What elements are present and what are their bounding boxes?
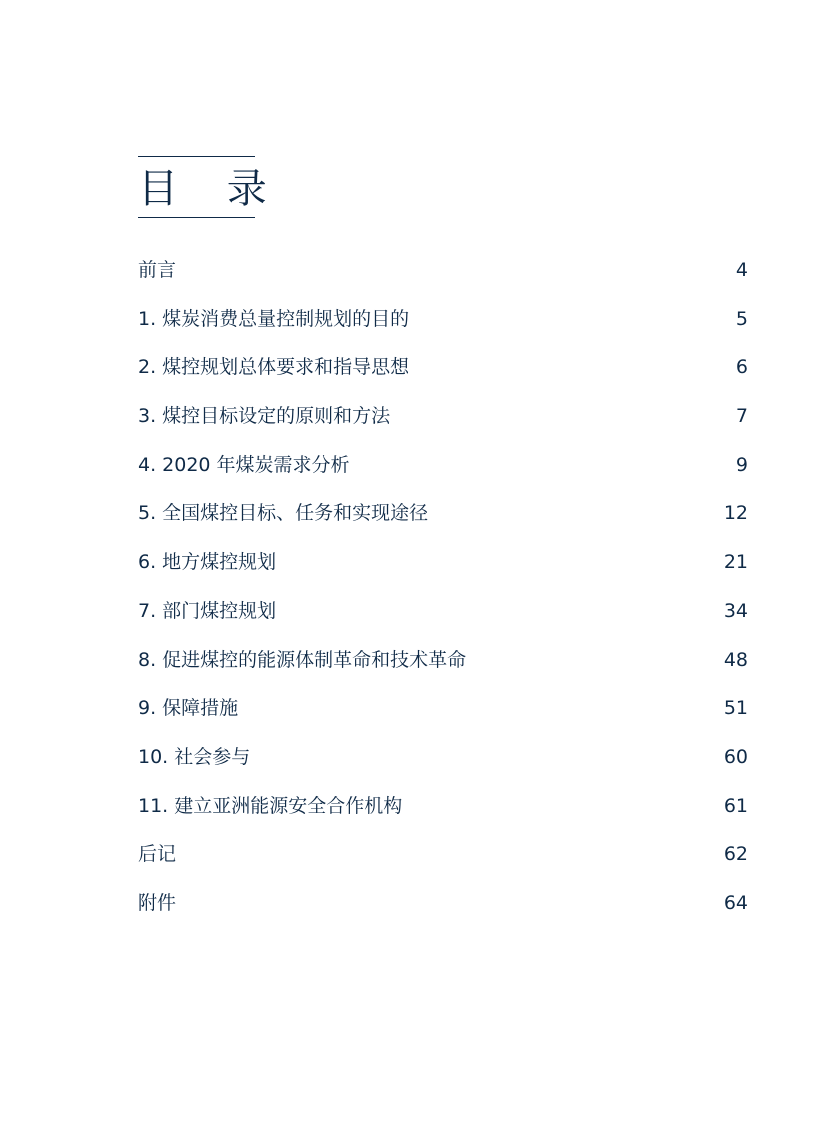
toc-entry-label: 3. 煤控目标设定的原则和方法: [138, 405, 391, 428]
toc-entry-label: 6. 地方煤控规划: [138, 551, 277, 574]
toc-entry-page: 64: [723, 891, 748, 914]
toc-entry-page: 61: [723, 794, 748, 817]
toc-entry-label: 7. 部门煤控规划: [138, 599, 277, 622]
toc-entry-7[interactable]: [138, 597, 748, 646]
toc-entry-6[interactable]: [138, 548, 748, 597]
toc-entry-label: 4. 2020 年煤炭需求分析: [138, 453, 350, 476]
toc-entry-3[interactable]: [138, 402, 748, 451]
toc-entry-page: 9: [735, 453, 748, 476]
toc-entry-10[interactable]: [138, 743, 748, 792]
toc-entry-page: 34: [723, 599, 748, 622]
toc-entry-page: 21: [723, 551, 748, 574]
toc-entry-appendix[interactable]: [138, 889, 748, 938]
toc-title-block: [138, 156, 285, 218]
toc-entry-label: 2. 煤控规划总体要求和指导思想: [138, 356, 410, 379]
toc-entry-label: 9. 保障措施: [138, 697, 239, 720]
toc-entry-label: 前言: [138, 259, 177, 281]
toc-entry-page: 4: [735, 259, 748, 281]
toc-entry-4[interactable]: [138, 451, 748, 500]
toc-entry-label: 5. 全国煤控目标、任务和实现途径: [138, 502, 429, 525]
toc-entry-label: 附件: [138, 891, 177, 914]
toc-entry-page: 60: [723, 745, 748, 768]
toc-entry-label: 11. 建立亚洲能源安全合作机构: [138, 794, 403, 817]
toc-entry-page: 5: [735, 307, 748, 330]
toc-entry-page: 12: [723, 502, 748, 525]
toc-entry-label: 8. 促进煤控的能源体制革命和技术革命: [138, 648, 467, 671]
toc-entry-page: 62: [723, 843, 748, 866]
toc-entry-9[interactable]: [138, 694, 748, 743]
toc-entry-page: 6: [735, 356, 748, 379]
toc-entry-preface[interactable]: [138, 256, 748, 305]
title-bottom-rule: [138, 217, 255, 218]
toc-entry-8[interactable]: [138, 646, 748, 695]
table-of-contents: [138, 256, 748, 938]
toc-entry-label: 1. 煤炭消费总量控制规划的目的: [138, 307, 410, 330]
toc-entry-label: 10. 社会参与: [138, 745, 251, 768]
toc-entry-label: 后记: [138, 843, 177, 866]
toc-entry-1[interactable]: [138, 305, 748, 354]
toc-entry-5[interactable]: [138, 499, 748, 548]
toc-entry-2[interactable]: [138, 353, 748, 402]
title-top-rule: [138, 156, 255, 157]
page-title: 目 录: [138, 166, 285, 212]
toc-entry-page: 7: [735, 405, 748, 428]
toc-entry-page: 48: [723, 648, 748, 671]
toc-entry-page: 51: [723, 697, 748, 720]
toc-entry-11[interactable]: [138, 792, 748, 841]
toc-entry-afterword[interactable]: [138, 840, 748, 889]
